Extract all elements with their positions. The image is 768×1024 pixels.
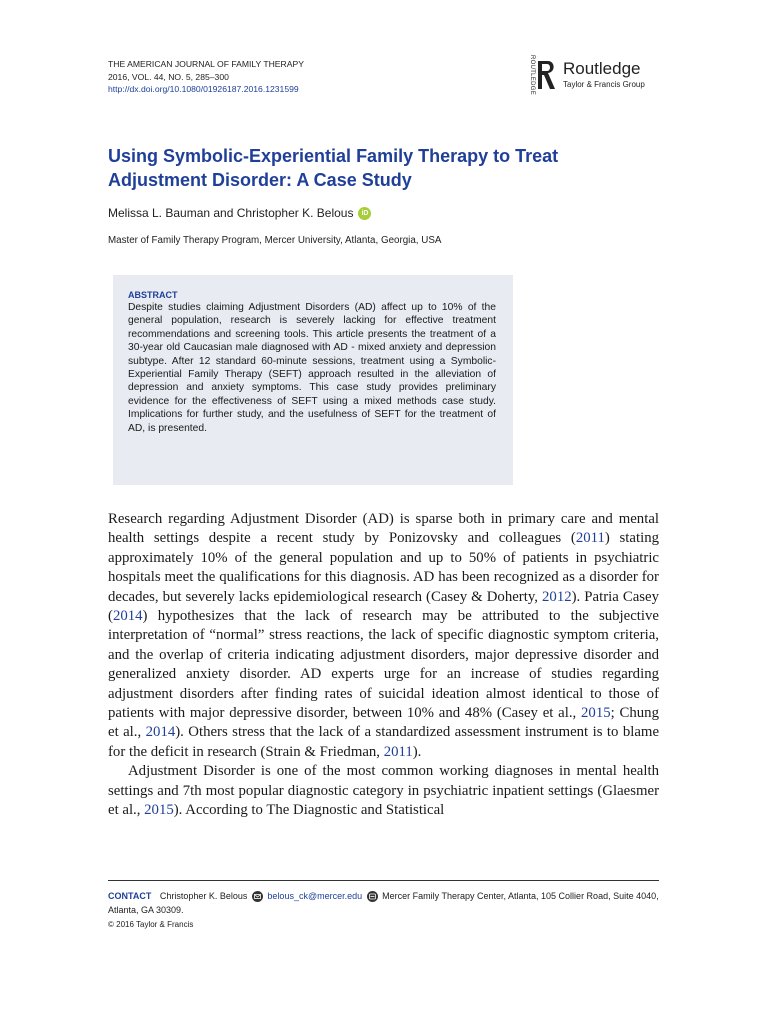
body-paragraph: Research regarding Adjustment Disorder (AD) is sparse both in primary care and mental health settings despite a recent study by Ponizovsky and colleagues (2011) stating approximately 10% of the general population and up to 50% of patients in psychiatric hospitals meet the qualifications for this diagnosis. AD has been recognized as a disorder for decades, but severely lacks epidemiological research (Casey & Doherty, 2012). Patria Casey (2014) hypothesizes that the lack of research may be attributed to the subjective interpretation of “normal” stress reactions, the lack of specific diagnostic symptom criteria, and the overlap of criteria indicating adjustment disorders, major depressive disorder and generalized anxiety disorder. AD experts urge for an increase of studies regarding adjustment disorders after finding rates of suicidal ideation almost identical to those of patients with major depressive disorder, between 10% and 48% (Casey et al., 2015; Chung et al., 2014). Others stress that the lack of a standardized assessment instrument is to blame for the deficit in research (Strain & Friedman, 2011).	[108, 511, 660, 760]
contact-email[interactable]: belous_ck@mercer.edu	[267, 891, 363, 901]
article-title: Using Symbolic-Experiential Family Therapy to Treat Adjustment Disorder: A Case Study	[108, 146, 559, 190]
publisher-name: Routledge	[563, 59, 641, 78]
contact-address: Mercer Family Therapy Center, Atlanta, 105 Collier Road, Suite 4040, Atlanta, GA 30309.	[108, 891, 659, 915]
abstract-box	[113, 275, 513, 485]
footer-divider	[108, 880, 659, 881]
author-line	[108, 206, 371, 220]
doi-link[interactable]: http://dx.doi.org/10.1080/01926187.2016.1231599	[108, 84, 299, 94]
orcid-icon[interactable]: iD	[358, 207, 371, 220]
citation-link[interactable]: 2015	[581, 705, 611, 722]
citation-link[interactable]: 2012	[542, 588, 572, 605]
abstract-label: ABSTRACT	[128, 290, 178, 300]
citation-link[interactable]: 2011	[575, 530, 605, 547]
publisher-vertical-text: ROUTLEDGE	[529, 54, 536, 96]
volume-info: 2016, VOL. 44, NO. 5, 285–300	[108, 71, 229, 82]
routledge-r-icon	[536, 59, 558, 91]
article-body	[108, 510, 659, 821]
author-names: Melissa L. Bauman and Christopher K. Belous	[108, 206, 354, 220]
citation-link[interactable]: 2015	[144, 802, 174, 819]
citation-link[interactable]: 2014	[112, 608, 143, 625]
email-icon	[252, 891, 263, 902]
publisher-logo	[526, 54, 664, 96]
contact-name: Christopher K. Belous	[159, 891, 248, 901]
citation-link[interactable]: 2014	[145, 724, 176, 741]
contact-info	[108, 889, 659, 917]
body-paragraph: Adjustment Disorder is one of the most common working diagnoses in mental health settings and 7th most popular diagnostic category in psychiatric inpatient settings (Glaesmer et al., 2015). According to The Diagnostic and Statistical	[108, 763, 659, 819]
citation-link[interactable]: 2011	[383, 743, 413, 760]
journal-meta	[108, 58, 304, 96]
copyright: © 2016 Taylor & Francis	[108, 920, 194, 929]
page-header	[108, 54, 664, 98]
contact-label: CONTACT	[108, 891, 152, 901]
abstract-text: Despite studies claiming Adjustment Disorders (AD) affect up to 10% of the general population, research is severely lacking for effective treatment recommendations and screening tools. This article presents the treatment of a 30-year old Caucasian male diagnosed with AD - mixed anxiety and depression subtype. After 12 standard 60-minute sessions, treatment using a Symbolic-Experiential Family Therapy (SEFT) approach resulted in the alleviation of depression and anxiety symptoms. This case study provides preliminary evidence for the effectiveness of SEFT using a mixed methods case study. Implications for further study, and the usefulness of SEFT for the treatment of AD, is presented.	[128, 302, 496, 434]
journal-name: THE AMERICAN JOURNAL OF FAMILY THERAPY	[108, 59, 304, 69]
publisher-subtitle: Taylor & Francis Group	[563, 80, 645, 89]
affiliation: Master of Family Therapy Program, Mercer University, Atlanta, Georgia, USA	[108, 235, 442, 246]
address-icon	[367, 891, 378, 902]
